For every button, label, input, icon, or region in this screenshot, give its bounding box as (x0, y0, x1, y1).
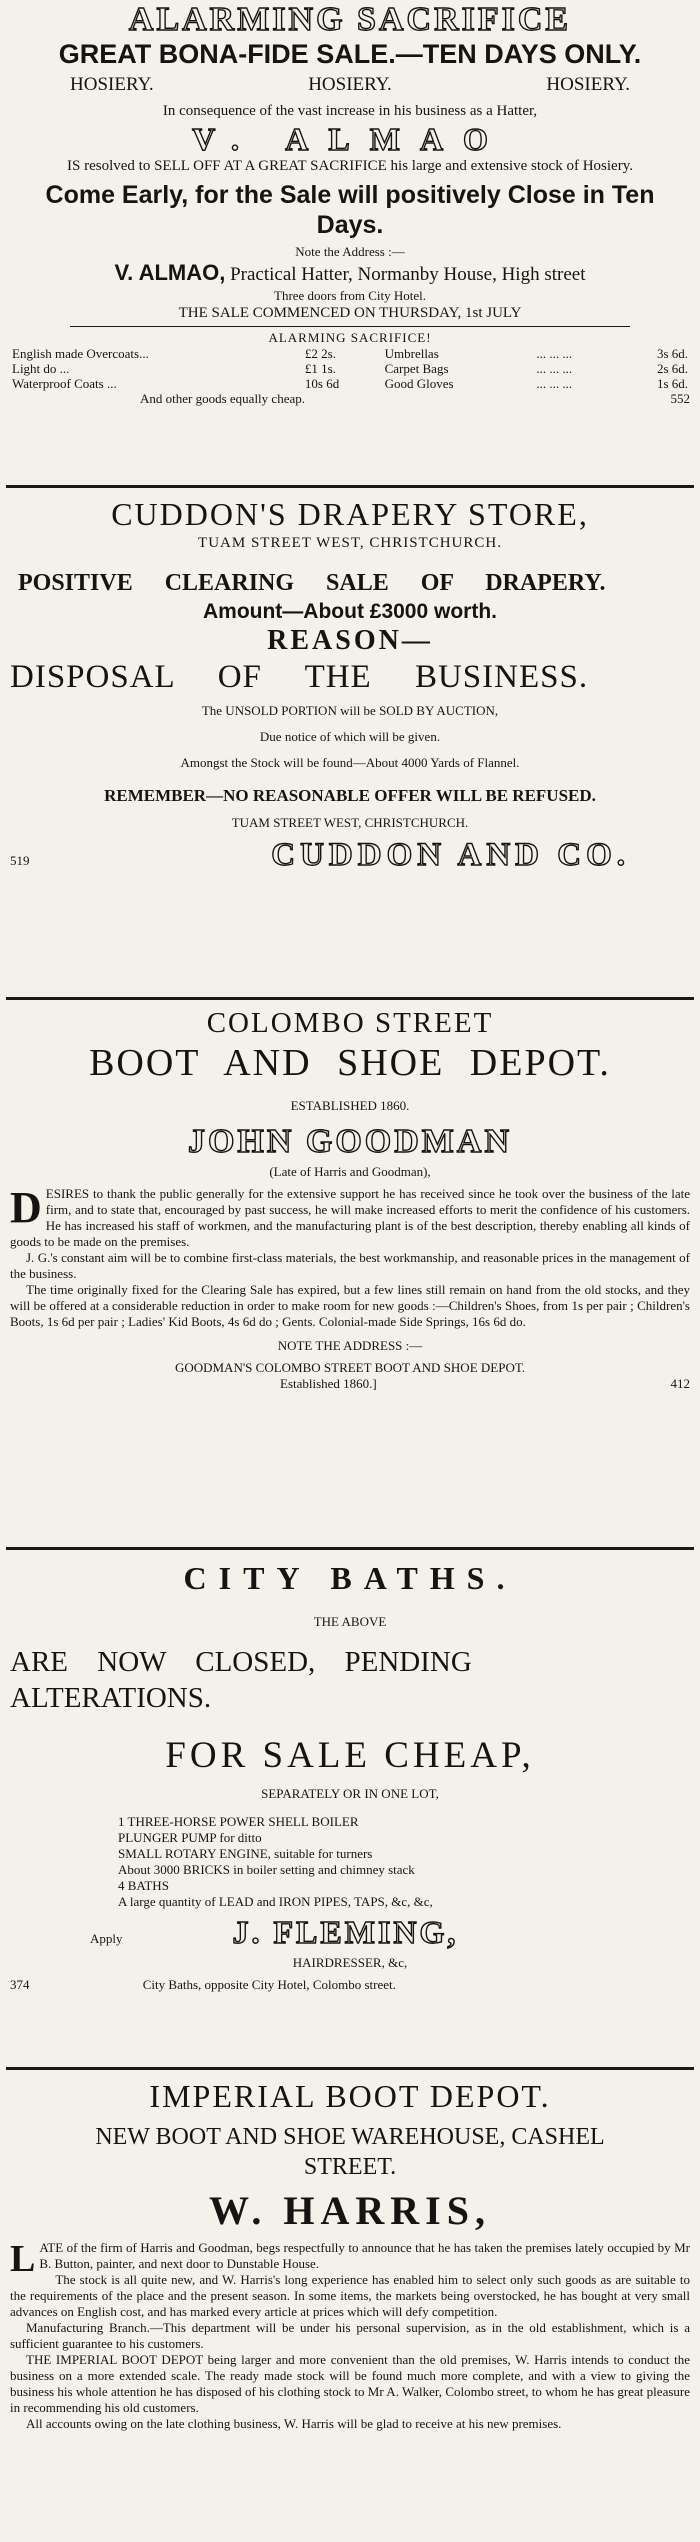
ad3-note: NOTE THE ADDRESS :— (277, 1338, 423, 1353)
ad3-depot: BOOT AND SHOE DEPOT. (89, 1042, 611, 1084)
ad2-positive: POSITIVE CLEARING SALE OF DRAPERY. (18, 570, 606, 596)
ad1-resolved: IS resolved to SELL OFF AT A GREAT SACRIFICE his large and extensive stock of Hosiery. (67, 158, 633, 174)
ad2-street: TUAM STREET WEST, CHRISTCHURCH. (198, 535, 502, 551)
goods-price: 3s 6d. (656, 346, 688, 361)
ad4-footer (10, 1977, 690, 1993)
ad5-title: IMPERIAL BOOT DEPOT. (149, 2078, 551, 2114)
ad2-title: CUDDON'S DRAPERY STORE, (111, 496, 589, 532)
ad2-unsold: The UNSOLD PORTION will be SOLD BY AUCTION, (201, 703, 499, 718)
ad2-remember: REMEMBER—NO REASONABLE OFFER WILL BE REFUSED. (104, 786, 596, 805)
ad2-firm: CUDDON AND CO. (271, 837, 630, 873)
ad5-name: W. HARRIS, (209, 2188, 491, 2233)
goods-price: 10s 6d (304, 376, 340, 391)
list-item: PLUNGER PUMP for ditto (118, 1830, 262, 1845)
ad4-title: CITY BATHS. (183, 1560, 517, 1596)
ad4-apply: Apply (90, 1931, 123, 1946)
ad2-amount: Amount—About £3000 worth. (202, 600, 497, 623)
goods-price: 2s 6d. (656, 361, 688, 376)
goods-price: 1s 6d. (656, 376, 688, 391)
ad3-established2: Established 1860.] (280, 1376, 377, 1391)
goods-item: Good Gloves (384, 376, 454, 391)
ad1-name: V. ALMAO (192, 121, 508, 157)
ad2-notice: Due notice of which will be given. (259, 729, 441, 744)
ad1-hosiery-row (10, 70, 690, 98)
ad3-street: COLOMBO STREET (206, 1007, 494, 1039)
goods-item: Carpet Bags (384, 361, 449, 376)
ad4-apply-row (10, 1914, 690, 1951)
ad-cuddon (6, 488, 694, 1000)
list-item: 1 THREE-HORSE POWER SHELL BOILER (118, 1814, 359, 1829)
ad4-separately: SEPARATELY OR IN ONE LOT, (261, 1786, 439, 1801)
goods-item: English made Overcoats... (12, 346, 149, 361)
ad3-name: JOHN GOODMAN (187, 1123, 513, 1160)
goods-item: Waterproof Coats ... (12, 376, 117, 391)
ad3-para3: The time originally fixed for the Clearing Sale has expired, but a few lines still remain on hand from the old stocks, and they will be offered at a considerable reduction in order to make room for new goods :—Children's Shoes, from 1s per pair ; Children's Boots, 1s 6d per pair ; Ladies' Kid Boots, 4s 6d do ; Gents. Colonial-made Side Springs, 16s 6d do. (10, 1282, 690, 1329)
ad-almao (6, 0, 694, 488)
ad4-address: City Baths, opposite City Hotel, Colombo street. (142, 1977, 396, 1992)
ad1-intro: In consequence of the vast increase in his business as a Hatter, (162, 103, 538, 119)
ad5-para2: The stock is all quite new, and W. Harris's long experience has enabled him to select only such goods as are suitable to the requirements of the place and the present season. In some items, the markets being overstocked, he has bought at very small advances on English cost, and has marked every article at prices which will defy competition. (10, 2272, 690, 2319)
ad3-para1-text: ESIRES to thank the public generally for the extensive support he has received since he took over the business of the late firm, and to state that, encouraged by past success, he will make increased efforts to merit the confidence of his customers. He has increased his staff of workmen, and the manufacturing plant is of the best description, thereby enabling all kinds of goods to be made on the premises. (10, 1186, 690, 1249)
ad4-above: THE ABOVE (313, 1614, 387, 1629)
ad1-address-rest: Practical Hatter, Normanby House, High street (230, 264, 586, 285)
ad5-para5: All accounts owing on the late clothing business, W. Harris will be glad to receive at his new premises. (26, 2416, 562, 2431)
goods-item: Umbrellas (384, 346, 439, 361)
ad1-sacrifice-label: ALARMING SACRIFICE! (268, 330, 432, 345)
goods-price: £1 1s. (304, 361, 336, 376)
list-item: 4 BATHS (118, 1878, 169, 1893)
ad5-warehouse: NEW BOOT AND SHOE WAREHOUSE, CASHEL STREET. (95, 2124, 605, 2180)
ad2-street2: TUAM STREET WEST, CHRISTCHURCH. (231, 815, 469, 830)
ad1-address (10, 260, 690, 288)
ad2-disposal: DISPOSAL OF THE BUSINESS. (10, 659, 589, 695)
ad4-items (10, 1814, 690, 1910)
table-row (10, 346, 690, 361)
ad5-dropcap: L (10, 2238, 36, 2280)
list-item: A large quantity of LEAD and IRON PIPES, TAPS, &c, &c, (118, 1894, 433, 1909)
ad3-late-of: (Late of Harris and Goodman), (269, 1164, 431, 1179)
ad1-doors: Three doors from City Hotel. (274, 288, 426, 303)
ad2-amongst: Amongst the Stock will be found—About 4000 Yards of Flannel. (180, 755, 520, 770)
ad1-number: 552 (670, 391, 690, 406)
ad4-number: 374 (10, 1977, 30, 1992)
ad1-come-early: Come Early, for the Sale will positively Close in Ten Days. (45, 181, 655, 239)
table-row (10, 376, 690, 391)
ad3-address: GOODMAN'S COLOMBO STREET BOOT AND SHOE DEPOT. (174, 1360, 526, 1375)
ad1-hosiery-3: HOSIERY. (546, 74, 630, 95)
ad-goodman (6, 1000, 694, 1550)
ad4-trade: HAIRDRESSER, &c, (292, 1955, 408, 1970)
ad3-footer (10, 1376, 690, 1392)
ad1-headline: ALARMING SACRIFICE (128, 1, 572, 38)
ad5-para1-text: ATE of the firm of Harris and Goodman, begs respectfully to announce that he has taken the premises lately occupied by Mr B. Button, painter, and next door to Dunstable House. (39, 2240, 690, 2271)
ad3-para2: J. G.'s constant aim will be to combine first-class materials, the best workmanship, and reasonable prices in the management of the business. (10, 1250, 690, 1281)
goods-dots: ... ... ... (536, 376, 573, 391)
ad1-address-name: V. ALMAO, (114, 260, 226, 285)
ad1-subhead: GREAT BONA-FIDE SALE.—TEN DAYS ONLY. (58, 39, 642, 69)
ad-city-baths (6, 1550, 694, 2070)
ad3-para1 (10, 1183, 690, 1250)
ad5-para1 (10, 2238, 690, 2280)
ad3-dropcap: D (10, 1183, 42, 1232)
ad1-hosiery-1: HOSIERY. (70, 74, 154, 95)
ad-imperial-boot-depot (6, 2070, 694, 2542)
list-item: SMALL ROTARY ENGINE, suitable for turners (118, 1846, 373, 1861)
ad1-rule (70, 326, 630, 327)
ad3-established: ESTABLISHED 1860. (290, 1098, 410, 1113)
ad2-number: 519 (10, 853, 30, 868)
goods-item: Light do ... (12, 361, 70, 376)
ad5-para3: Manufacturing Branch.—This department will be under his personal supervision, as in the old establishment, which is a sufficient guarantee to his customers. (10, 2320, 690, 2351)
ad2-reason: REASON— (267, 625, 433, 656)
goods-dots: ... ... ... (536, 346, 573, 361)
ad1-commenced: THE SALE COMMENCED ON THURSDAY, 1st JULY (178, 305, 522, 321)
table-row (10, 361, 690, 376)
ad4-for-sale: FOR SALE CHEAP, (165, 1735, 535, 1776)
ad1-note: Note the Address :— (295, 244, 405, 259)
goods-price: £2 2s. (304, 346, 336, 361)
ad4-closed: ARE NOW CLOSED, PENDING ALTERATIONS. (10, 1646, 472, 1714)
ad2-footer (10, 837, 690, 874)
ad1-hosiery-2: HOSIERY. (308, 74, 392, 95)
ad1-footer (10, 391, 690, 407)
ad1-other-goods: And other goods equally cheap. (140, 391, 305, 406)
goods-dots: ... ... ... (536, 361, 573, 376)
list-item: About 3000 BRICKS in boiler setting and chimney stack (118, 1862, 415, 1877)
ad5-para4: THE IMPERIAL BOOT DEPOT being larger and more convenient than the old premises, W. Harris intends to conduct the business on a more extended scale. The ready made stock will be found much more complete, and with a view to giving the business his whole attention he has disposed of his clothing stock to Mr A. Walker, Colombo street, to whom he has great pleasure in recommending his old customers. (10, 2352, 690, 2415)
ad1-goods-table (10, 346, 690, 391)
ad4-name: J. FLEMING, (232, 1914, 459, 1950)
ad3-number: 412 (670, 1376, 690, 1391)
